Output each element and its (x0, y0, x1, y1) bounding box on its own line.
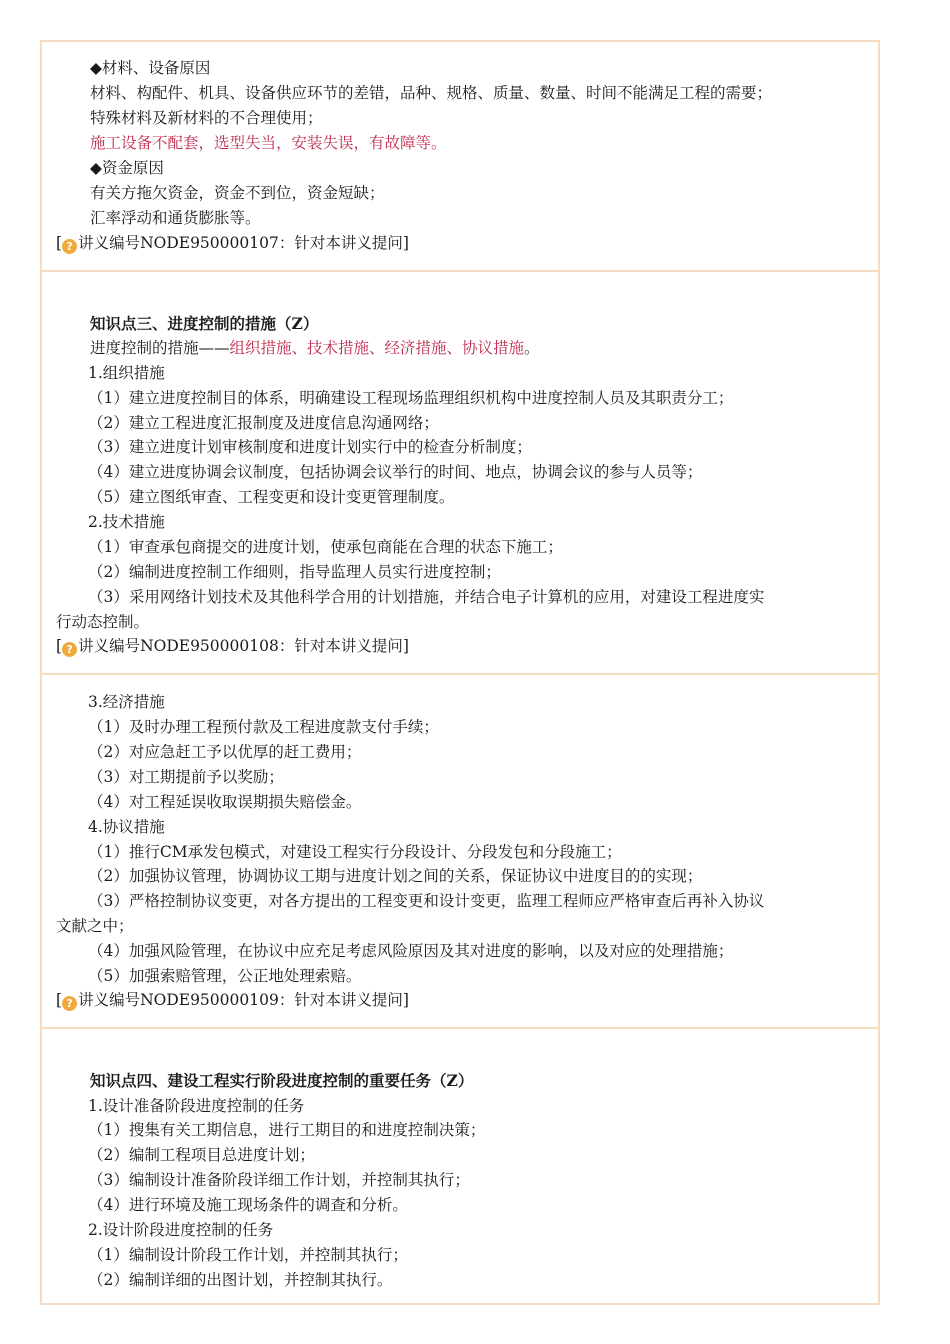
list-item-continuation: 行动态控制。 (56, 613, 150, 631)
list-item: （3）严格控制协议变更，对各方提出的工程变更和设计变更，监理工程师应严格审查后再补入协议 (88, 892, 765, 910)
list-item: （3）采用网络计划技术及其他科学合用的计划措施，并结合电子计算机的应用，对建设工程进度实 (88, 588, 765, 606)
subheading: 2.设计阶段进度控制的任务 (88, 1221, 274, 1239)
body-line: 特殊材料及新材料的不合理使用； (90, 109, 323, 127)
subheading: 3.经济措施 (88, 693, 165, 711)
bracket: ] (402, 637, 409, 655)
question-icon[interactable]: ? (62, 239, 77, 254)
list-item: （2）对应急赶工予以优厚的赶工费用； (88, 743, 362, 761)
subheading: 2.技术措施 (88, 513, 165, 531)
lecture-ref-text[interactable]: 讲义编号NODE950000108：针对本讲义提问 (78, 637, 403, 655)
list-item: （1）及时办理工程预付款及工程进度款支付手续； (88, 718, 439, 736)
bracket: ] (402, 991, 409, 1009)
lecture-ref-text[interactable]: 讲义编号NODE950000109：针对本讲义提问 (78, 991, 403, 1009)
list-item: （2）编制工程项目总进度计划； (88, 1146, 315, 1164)
list-item: （4）对工程延误收取误期损失赔偿金。 (88, 793, 362, 811)
bracket: [ (56, 637, 63, 655)
question-icon[interactable]: ? (62, 996, 77, 1011)
subheading: 1.设计准备阶段进度控制的任务 (88, 1097, 305, 1115)
list-item: （4）建立进度协调会议制度，包括协调会议举行的时间、地点，协调会议的参与人员等； (88, 463, 703, 481)
subheading: 1.组织措施 (88, 364, 165, 382)
intro-highlight: 组织措施、技术措施、经济措施、协议措施 (229, 339, 525, 357)
section-title: 知识点三、进度控制的措施（Z） (90, 314, 319, 333)
list-item: （3）建立进度计划审核制度和进度计划实行中的检查分析制度； (88, 438, 532, 456)
bracket: ] (402, 234, 409, 252)
lecture-ref-link[interactable] (56, 636, 409, 657)
list-item: （5）建立图纸审查、工程变更和设计变更管理制度。 (88, 488, 455, 506)
question-icon[interactable]: ? (62, 642, 77, 657)
section-divider (42, 1027, 878, 1029)
funds-heading: ◆资金原因 (90, 159, 164, 177)
list-item: （2）编制详细的出图计划，并控制其执行。 (88, 1271, 393, 1289)
bracket: [ (56, 991, 63, 1009)
list-item: （2）加强协议管理，协调协议工期与进度计划之间的关系，保证协议中进度目的的实现； (88, 867, 703, 885)
list-item: （4）进行环境及施工现场条件的调查和分析。 (88, 1196, 408, 1214)
lecture-ref-link[interactable] (56, 233, 409, 254)
list-item-continuation: 文献之中； (56, 917, 134, 935)
section-divider (42, 673, 878, 675)
list-item: （2）编制进度控制工作细则，指导监理人员实行进度控制； (88, 563, 501, 581)
list-item: （1）编制设计阶段工作计划，并控制其执行； (88, 1246, 408, 1264)
measures-intro (90, 338, 540, 358)
list-item: （5）加强索赔管理，公正地处理索赔。 (88, 967, 362, 985)
lecture-ref-text[interactable]: 讲义编号NODE950000107：针对本讲义提问 (78, 234, 403, 252)
body-line: 材料、构配件、机具、设备供应环节的差错，品种、规格、质量、数量、时间不能满足工程的需要； (90, 84, 773, 102)
intro-prefix: 进度控制的措施—— (90, 339, 230, 357)
list-item: （1）搜集有关工期信息，进行工期目的和进度控制决策； (88, 1121, 486, 1139)
list-item: （3）编制设计准备阶段详细工作计划，并控制其执行； (88, 1171, 470, 1189)
list-item: （1）审查承包商提交的进度计划，使承包商能在合理的状态下施工； (88, 538, 563, 556)
section-title: 知识点四、建设工程实行阶段进度控制的重要任务（Z） (90, 1071, 474, 1090)
list-item: （1）建立进度控制目的体系，明确建设工程现场监理组织机构中进度控制人员及其职责分工； (88, 389, 734, 407)
lecture-ref-link[interactable] (56, 990, 409, 1011)
materials-heading: ◆材料、设备原因 (90, 59, 211, 77)
list-item: （2）建立工程进度汇报制度及进度信息沟通网络； (88, 414, 439, 432)
list-item: （1）推行CM承发包模式，对建设工程实行分段设计、分段发包和分段施工； (88, 843, 622, 861)
list-item: （3）对工期提前予以奖励； (88, 768, 284, 786)
bracket: [ (56, 234, 63, 252)
body-line: 汇率浮动和通货膨胀等。 (90, 209, 261, 227)
section-divider (42, 270, 878, 272)
subheading: 4.协议措施 (88, 818, 165, 836)
highlight-line: 施工设备不配套，选型失当，安装失误，有故障等。 (90, 134, 447, 152)
list-item: （4）加强风险管理，在协议中应充足考虑风险原因及其对进度的影响，以及对应的处理措施； (88, 942, 734, 960)
intro-suffix: 。 (524, 339, 540, 357)
body-line: 有关方拖欠资金，资金不到位，资金短缺； (90, 184, 385, 202)
